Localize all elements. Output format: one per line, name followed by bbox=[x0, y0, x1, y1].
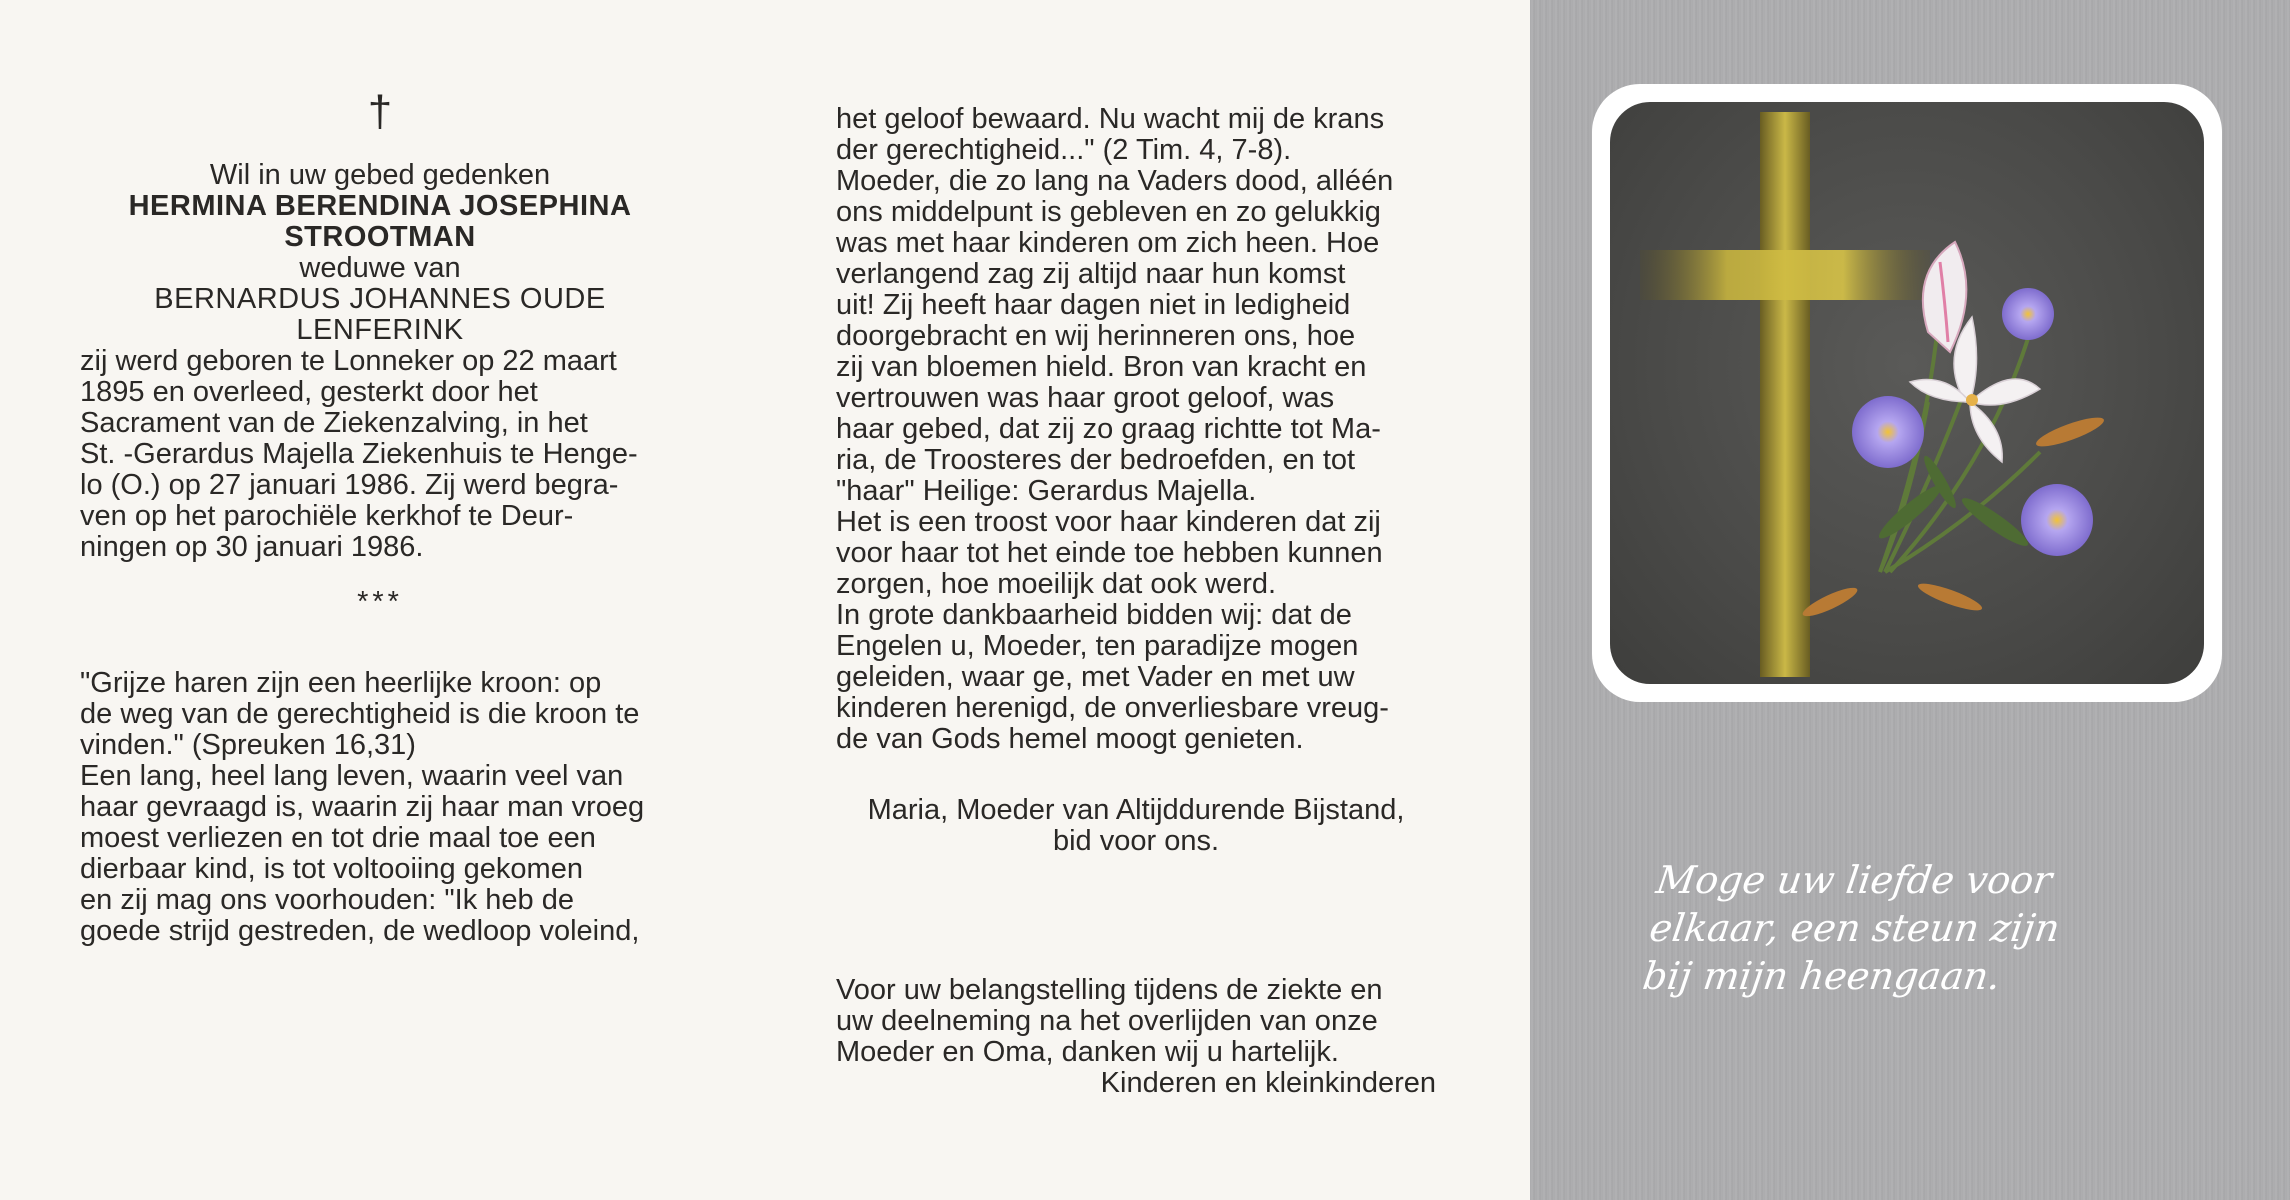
text-line: zorgen, hoe moeilijk dat ook werd. bbox=[836, 568, 1277, 600]
purple-flower-top bbox=[2002, 288, 2054, 340]
text-line: Engelen u, Moeder, ten paradijze mogen bbox=[836, 630, 1359, 662]
widow-line: weduwe van bbox=[299, 252, 461, 284]
cross-flowers-illustration bbox=[1610, 102, 2204, 684]
prayer-line-1: Maria, Moeder van Altijddurende Bijstand, bbox=[867, 794, 1405, 826]
right-column bbox=[836, 104, 1436, 1099]
text-line: Het is een troost voor haar kinderen dat zij bbox=[836, 506, 1381, 538]
text-line: dierbaar kind, is tot voltooiing gekomen bbox=[80, 853, 583, 885]
text-line: Moeder, die zo lang na Vaders dood, alléén bbox=[836, 165, 1394, 197]
text-line: haar gevraagd is, waarin zij haar man vroeg bbox=[80, 791, 645, 823]
text-line: der gerechtigheid..." (2 Tim. 4, 7-8). bbox=[836, 134, 1292, 166]
husband-name-line-1: BERNARDUS JOHANNES OUDE bbox=[154, 283, 606, 315]
cross-icon: † bbox=[367, 87, 393, 136]
text-line: en zij mag ons voorhouden: "Ik heb de bbox=[80, 884, 574, 916]
text-line: zij werd geboren te Lonneker op 22 maart bbox=[80, 345, 617, 377]
deceased-name bbox=[80, 191, 680, 253]
text-line: "Grijze haren zijn een heerlijke kroon: op bbox=[80, 667, 602, 699]
text-line: uw deelneming na het overlijden van onze bbox=[836, 1005, 1378, 1037]
text-line: zij van bloemen hield. Bron van kracht en bbox=[836, 351, 1367, 383]
text-line: het geloof bewaard. Nu wacht mij de krans bbox=[836, 103, 1385, 135]
text-line: St. -Gerardus Majella Ziekenhuis te Henge- bbox=[80, 438, 638, 470]
husband-name bbox=[80, 284, 680, 346]
separator-stars: *** bbox=[357, 586, 403, 618]
quote-paragraph bbox=[80, 668, 680, 947]
text-line: lo (O.) op 27 januari 1986. Zij werd begra- bbox=[80, 469, 619, 501]
image-frame bbox=[1592, 84, 2222, 702]
text-line: verlangend zag zij altijd naar hun komst bbox=[836, 258, 1346, 290]
text-line: Sacrament van de Ziekenzalving, in het bbox=[80, 407, 588, 439]
text-line: vinden." (Spreuken 16,31) bbox=[80, 729, 416, 761]
purple-flower-right bbox=[2021, 484, 2093, 556]
cross-vertical-beam bbox=[1760, 112, 1810, 677]
card-quote bbox=[1640, 856, 2220, 1000]
husband-name-line-2: LENFERINK bbox=[296, 314, 464, 346]
card-quote-line-1: Moge uw liefde voor bbox=[1653, 858, 2055, 902]
left-column bbox=[80, 87, 680, 947]
intro-line: Wil in uw gebed gedenken bbox=[209, 159, 551, 191]
text-line: 1895 en overleed, gesterkt door het bbox=[80, 376, 538, 408]
text-line: Moeder en Oma, danken wij u hartelijk. bbox=[836, 1036, 1339, 1068]
text-line: de van Gods hemel moogt genieten. bbox=[836, 723, 1304, 755]
deceased-name-line-2: STROOTMAN bbox=[284, 221, 476, 253]
text-line: geleiden, waar ge, met Vader en met uw bbox=[836, 661, 1355, 693]
text-line: Voor uw belangstelling tijdens de ziekte en bbox=[836, 974, 1383, 1006]
text-line: "haar" Heilige: Gerardus Majella. bbox=[836, 475, 1257, 507]
text-line: ven op het parochiële kerkhof te Deur- bbox=[80, 500, 574, 532]
card-cover bbox=[1530, 0, 2290, 1200]
text-line: vertrouwen was haar groot geloof, was bbox=[836, 382, 1335, 414]
cross-horizontal-beam bbox=[1640, 250, 1930, 300]
thanks-paragraph bbox=[836, 975, 1436, 1068]
text-line: ons middelpunt is gebleven en zo gelukkig bbox=[836, 196, 1381, 228]
text-line: Een lang, heel lang leven, waarin veel van bbox=[80, 760, 624, 792]
text-line: kinderen herenigd, de onverliesbare vreug- bbox=[836, 692, 1389, 724]
leaves bbox=[1874, 453, 2032, 551]
text-line: ria, de Troosteres der bedroefden, en tot bbox=[836, 444, 1356, 476]
purple-flower-left bbox=[1852, 396, 1924, 468]
prayer-invocation bbox=[836, 795, 1436, 857]
text-line: In grote dankbaarheid bidden wij: dat de bbox=[836, 599, 1352, 631]
text-line: de weg van de gerechtigheid is die kroon te bbox=[80, 698, 640, 730]
text-line: doorgebracht en wij herinneren ons, hoe bbox=[836, 320, 1356, 352]
cross-with-flowers-icon bbox=[1610, 102, 2204, 684]
text-line: haar gebed, dat zij zo graag richtte tot Ma- bbox=[836, 413, 1381, 445]
text-line: moest verliezen en tot drie maal toe een bbox=[80, 822, 596, 854]
prayer-line-2: bid voor ons. bbox=[1052, 825, 1220, 857]
card-quote-line-2: elkaar, een steun zijn bbox=[1646, 906, 2063, 950]
deceased-name-line-1: HERMINA BERENDINA JOSEPHINA bbox=[128, 190, 632, 222]
card-quote-line-3: bij mijn heengaan. bbox=[1640, 954, 2004, 998]
text-line: uit! Zij heeft haar dagen niet in ledigheid bbox=[836, 289, 1351, 321]
text-line: was met haar kinderen om zich heen. Hoe bbox=[836, 227, 1380, 259]
text-line: ningen op 30 januari 1986. bbox=[80, 531, 424, 563]
signoff: Kinderen en kleinkinderen bbox=[1100, 1067, 1436, 1099]
reflection-paragraph bbox=[836, 104, 1436, 755]
biography-paragraph bbox=[80, 346, 680, 563]
text-line: goede strijd gestreden, de wedloop voleind, bbox=[80, 915, 640, 947]
text-line: voor haar tot het einde toe hebben kunnen bbox=[836, 537, 1383, 569]
